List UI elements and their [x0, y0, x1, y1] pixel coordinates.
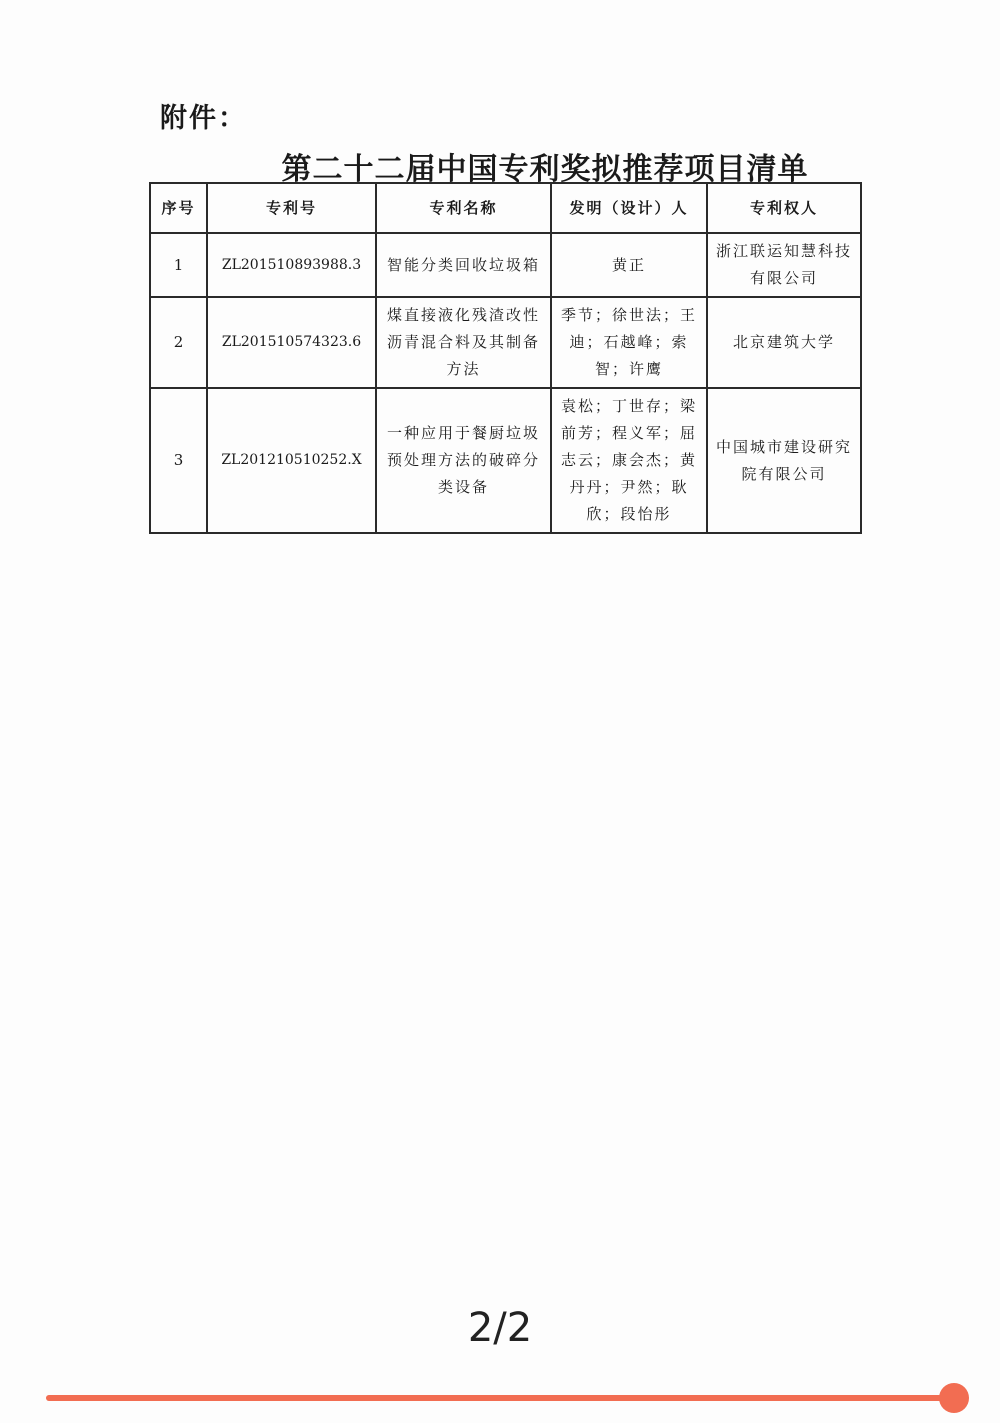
table-row — [150, 297, 861, 388]
cell-patent-name: 一种应用于餐厨垃圾预处理方法的破碎分类设备 — [376, 388, 551, 533]
cell-holder: 北京建筑大学 — [707, 297, 861, 388]
cell-patent-no: ZL201510893988.3 — [207, 233, 376, 297]
table-header-row — [150, 183, 861, 233]
header-patent-no: 专利号 — [207, 183, 376, 233]
patent-table — [149, 182, 862, 534]
cell-inventors: 袁松；丁世存；梁前芳；程义军；屈志云；康会杰；黄丹丹；尹然；耿欣；段怡彤 — [551, 388, 707, 533]
header-inventors: 发明（设计）人 — [551, 183, 707, 233]
cell-index: 3 — [150, 388, 207, 533]
table-row — [150, 388, 861, 533]
attachment-label: 附件： — [160, 103, 247, 134]
header-patent-name: 专利名称 — [376, 183, 551, 233]
cell-holder: 浙江联运知慧科技有限公司 — [707, 233, 861, 297]
cell-inventors: 黄正 — [551, 233, 707, 297]
cell-index: 2 — [150, 297, 207, 388]
table-row — [150, 233, 861, 297]
progress-thumb[interactable] — [939, 1383, 969, 1413]
cell-inventors: 季节；徐世法；王迪；石越峰；索智；许鹰 — [551, 297, 707, 388]
header-index: 序号 — [150, 183, 207, 233]
cell-index: 1 — [150, 233, 207, 297]
cell-patent-no: ZL201210510252.X — [207, 388, 376, 533]
progress-fill — [46, 1395, 954, 1401]
cell-patent-name: 智能分类回收垃圾箱 — [376, 233, 551, 297]
document-title: 第二十二届中国专利奖拟推荐项目清单 — [281, 152, 809, 187]
page-indicator: 2/2 — [467, 1305, 533, 1351]
page-progress-slider[interactable] — [46, 1395, 954, 1401]
cell-holder: 中国城市建设研究院有限公司 — [707, 388, 861, 533]
cell-patent-name: 煤直接液化残渣改性沥青混合料及其制备方法 — [376, 297, 551, 388]
cell-patent-no: ZL201510574323.6 — [207, 297, 376, 388]
header-holder: 专利权人 — [707, 183, 861, 233]
